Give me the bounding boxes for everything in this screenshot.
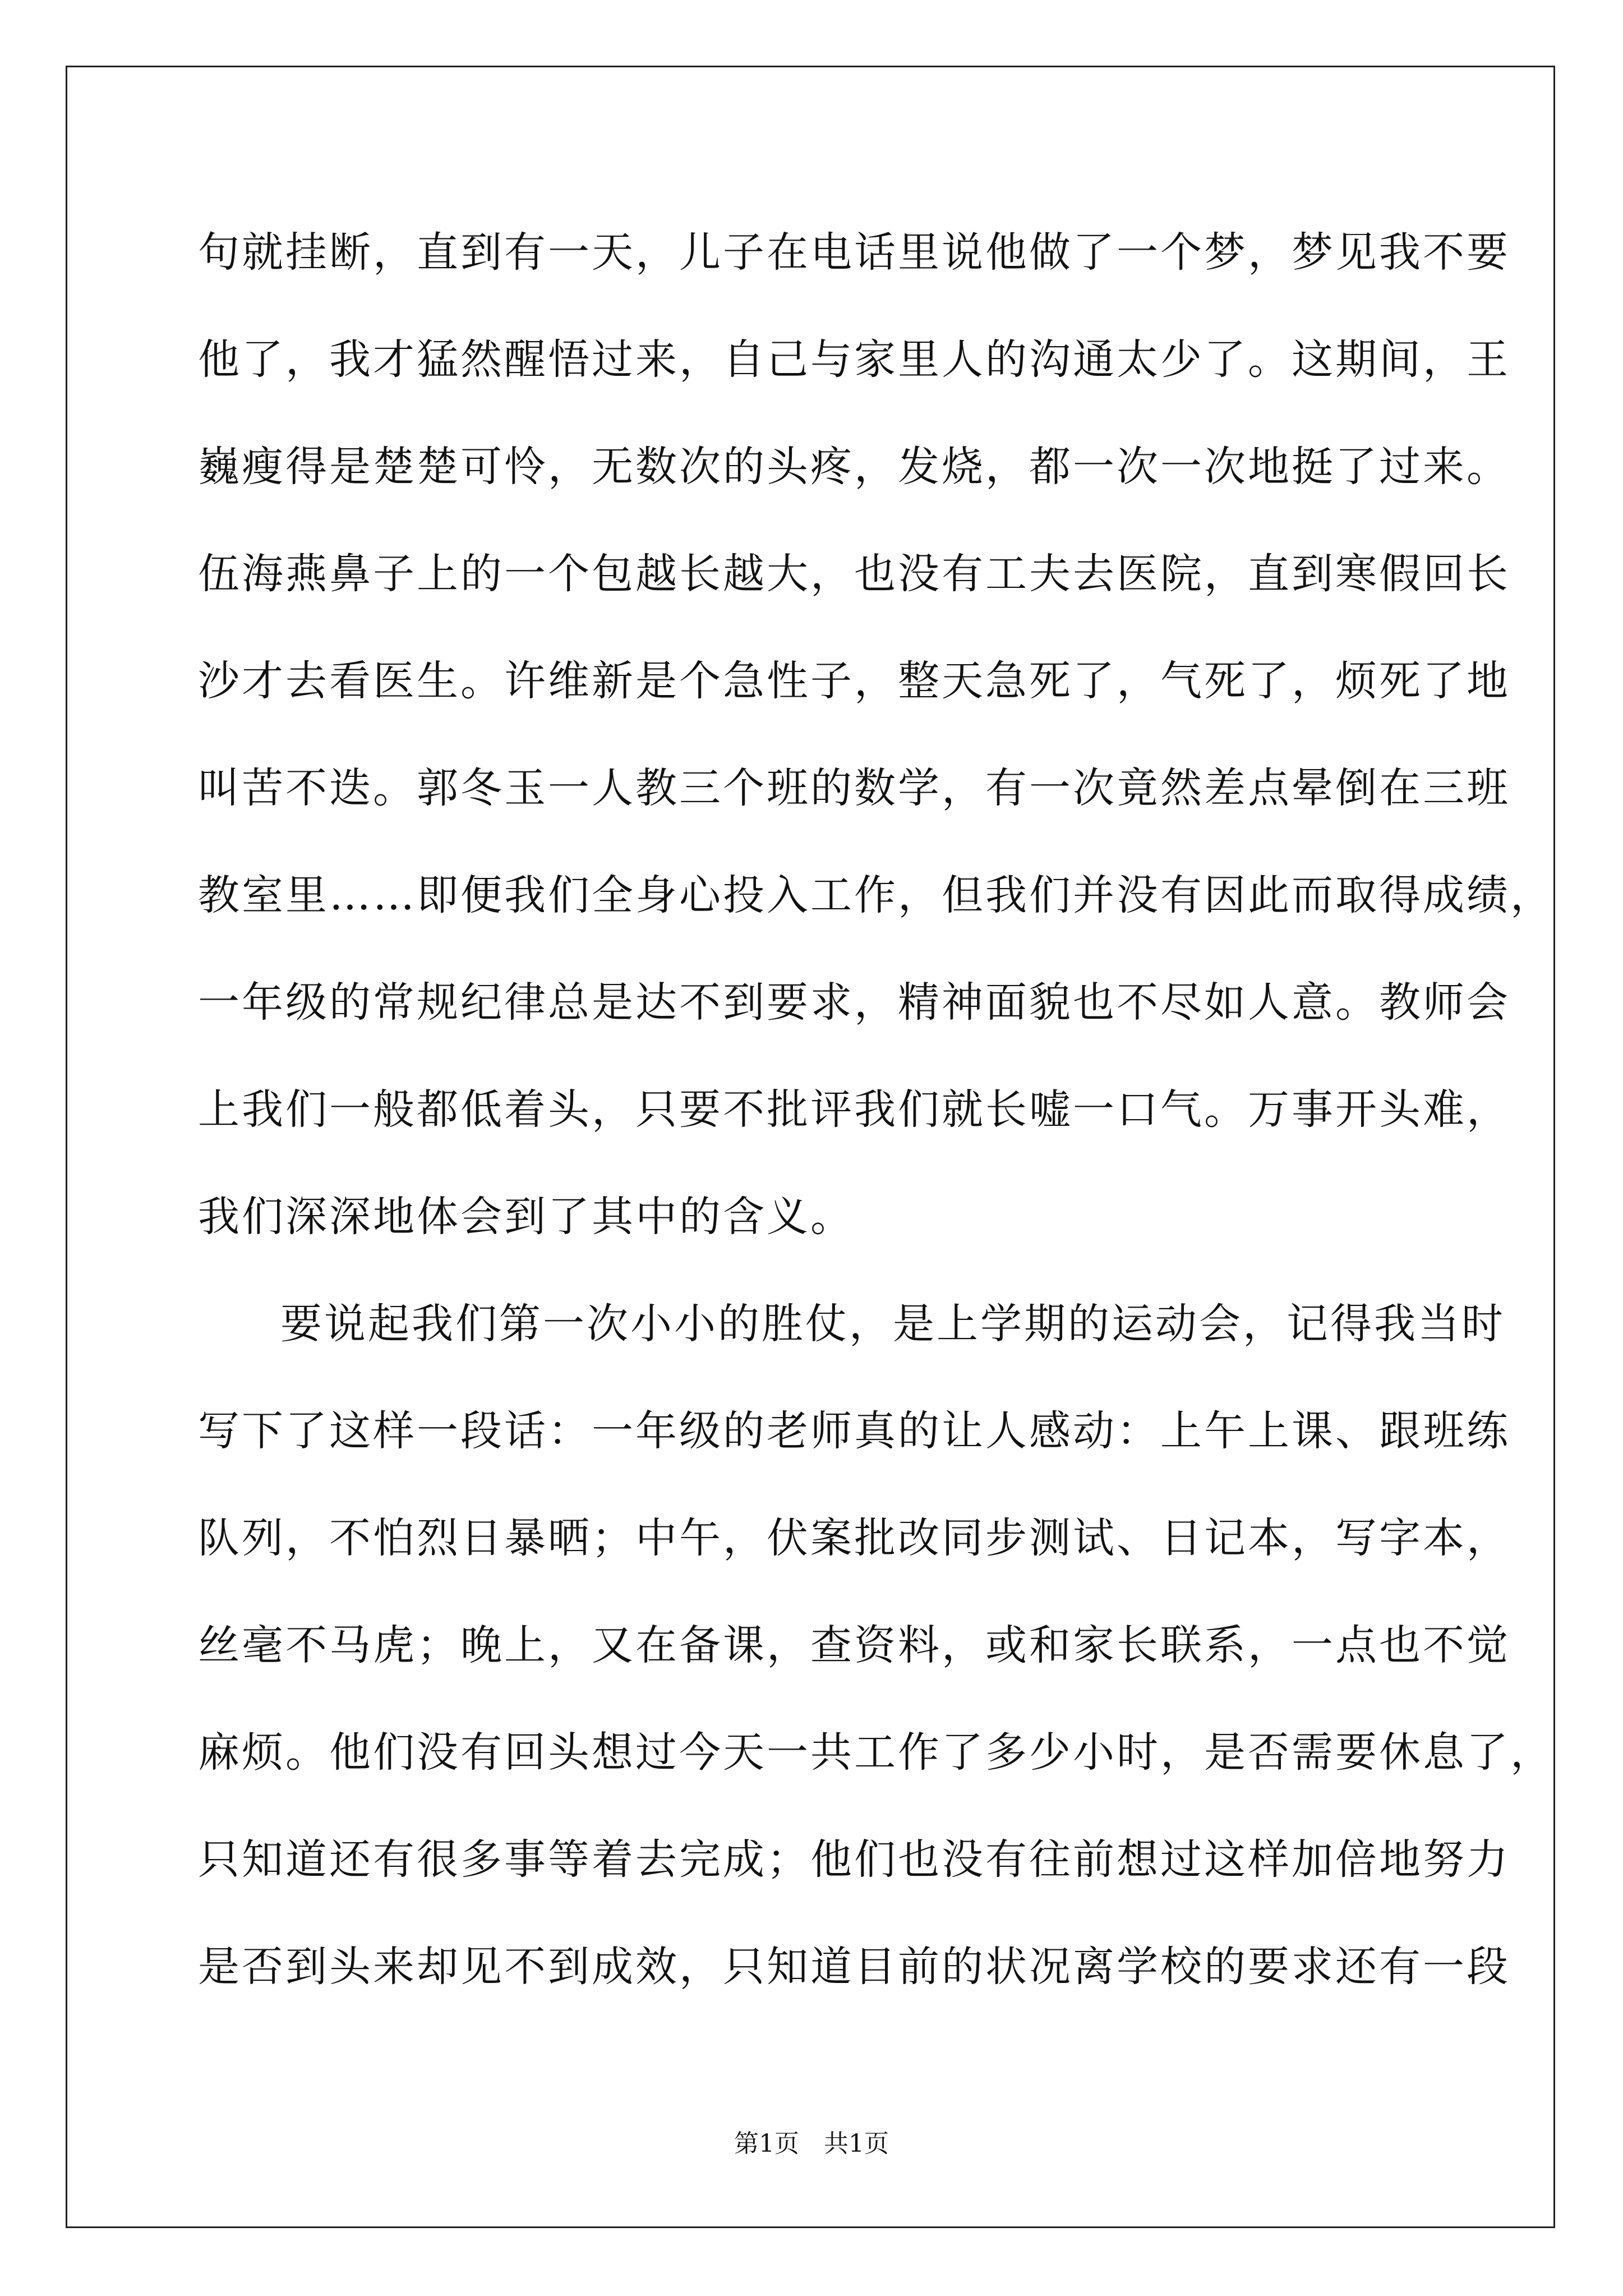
text-line: 巍瘦得是楚楚可怜，无数次的头疼，发烧，都一次一次地挺了过来。 (198, 443, 1510, 491)
text-line: 沙才去看医生。许维新是个急性子，整天急死了，气死了，烦死了地 (198, 657, 1510, 705)
text-line: 他了，我才猛然醒悟过来，自己与家里人的沟通太少了。这期间，王 (198, 335, 1510, 384)
page-number: 第1页 共1页 (734, 2129, 889, 2158)
text-line: 丝毫不马虎；晚上，又在备课，查资料，或和家长联系，一点也不觉 (198, 1621, 1510, 1669)
text-line: 教室里……即便我们全身心投入工作，但我们并没有因此而取得成绩， (198, 871, 1554, 919)
page-border (66, 66, 1555, 2228)
text-line: 叫苦不迭。郭冬玉一人教三个班的数学，有一次竟然差点晕倒在三班 (198, 764, 1510, 812)
text-line: 一年级的常规纪律总是达不到要求，精神面貌也不尽如人意。教师会 (198, 978, 1510, 1027)
text-line: 上我们一般都低着头，只要不批评我们就长嘘一口气。万事开头难， (198, 1085, 1510, 1134)
text-line: 麻烦。他们没有回头想过今天一共工作了多少小时，是否需要休息了， (198, 1728, 1554, 1777)
text-line: 我们深深地体会到了其中的含义。 (198, 1193, 854, 1241)
text-line: 是否到头来却见不到成效，只知道目前的状况离学校的要求还有一段 (198, 1943, 1510, 1991)
paragraph-first-line: 要说起我们第一次小小的胜仗，是上学期的运动会，记得我当时 (280, 1300, 1505, 1348)
text-line: 伍海燕鼻子上的一个包越长越大，也没有工夫去医院，直到寒假回长 (198, 550, 1510, 598)
text-line: 句就挂断，直到有一天，儿子在电话里说他做了一个梦，梦见我不要 (198, 228, 1510, 277)
text-line: 队列，不怕烈日暴晒；中午，伏案批改同步测试、日记本，写字本， (198, 1514, 1510, 1562)
text-line: 只知道还有很多事等着去完成；他们也没有往前想过这样加倍地努力 (198, 1835, 1510, 1884)
text-line: 写下了这样一段话：一年级的老师真的让人感动：上午上课、跟班练 (198, 1407, 1510, 1455)
